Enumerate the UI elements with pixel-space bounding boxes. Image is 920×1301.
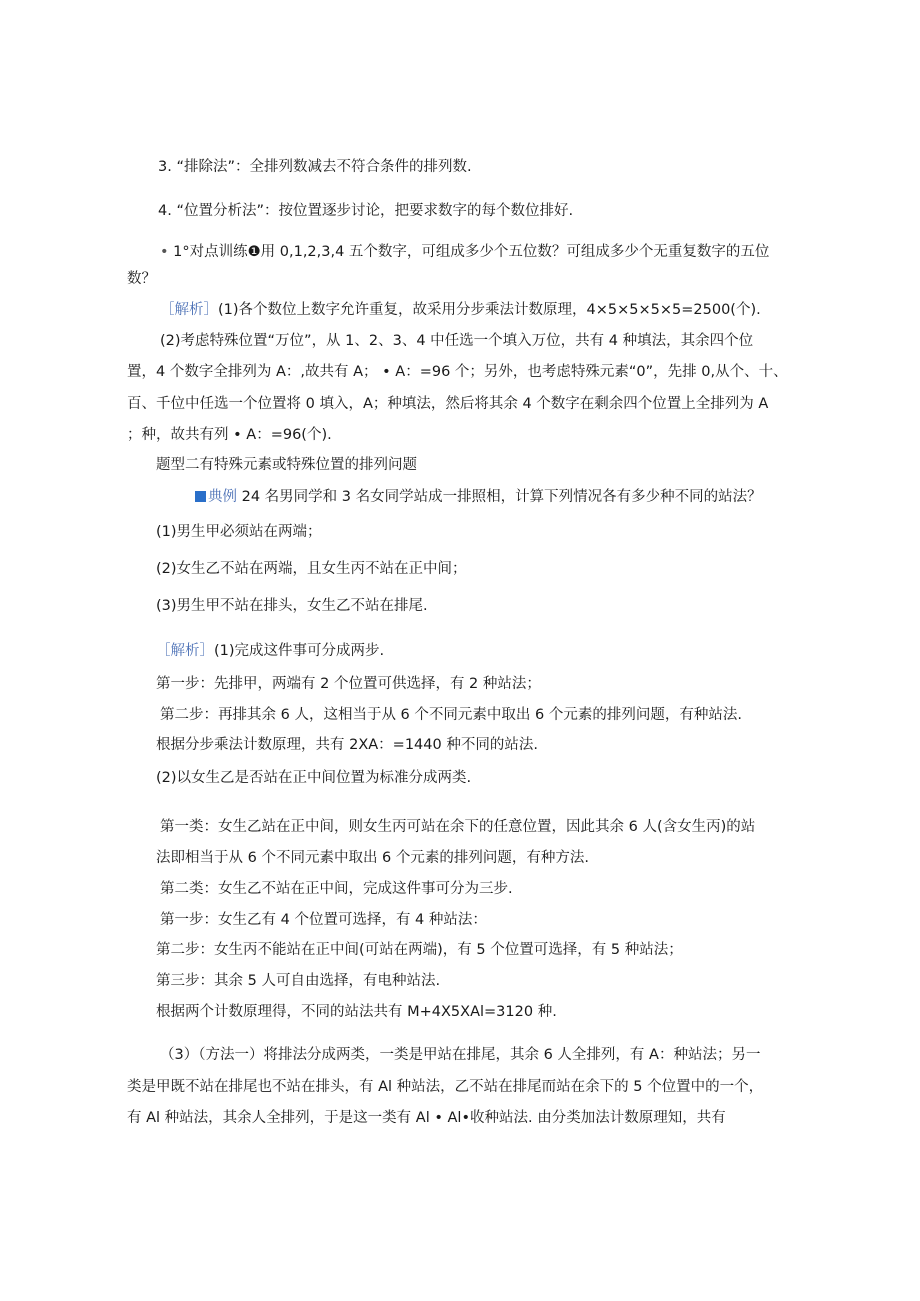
line-17: 第二步：再排其余 6 人，这相当于从 6 个不同元素中取出 6 个元素的排列问题，有种站法. (160, 707, 742, 723)
line-4: 数？ (127, 271, 156, 287)
line-14: (3)男生甲不站在排头，女生乙不站在排尾. (156, 598, 428, 614)
line-8: 百、千位中任选一个位置将 0 填入，A；种填法，然后将其余 4 个数字在剩余四个位置上全排列为 A (127, 396, 769, 412)
line-2: 4. “位置分析法”：按位置逐步讨论，把要求数字的每个数位排好. (158, 203, 574, 219)
line-19: (2)以女生乙是否站在正中间位置为标准分成两类. (156, 770, 472, 786)
line-18: 根据分步乘法计数原理，共有 2XA：=1440 种不同的站法. (156, 737, 538, 753)
line-22: 第二类：女生乙不站在正中间，完成这件事可分为三步. (160, 881, 513, 897)
line-12: (1)男生甲必须站在两端； (156, 524, 322, 540)
line-21: 法即相当于从 6 个不同元素中取出 6 个元素的排列问题，有种方法. (156, 850, 589, 866)
line-11 (195, 487, 762, 507)
line-15-text: (1)完成这件事可分成两步. (214, 643, 385, 659)
line-29: 有 Al 种站法，其余人全排列，于是这一类有 Al • Al•收种站法. 由分类加法计数原理知，共有 (127, 1110, 726, 1126)
section-title: 题型二有特殊元素或特殊位置的排列问题 (156, 457, 417, 473)
line-16: 第一步：先排甲，两端有 2 个位置可供选择，有 2 种站法； (156, 676, 541, 692)
line-27: （3）（方法一）将排法分成两类，一类是甲站在排尾，其余 6 人全排列，有 A：种站法；另一 (160, 1047, 761, 1063)
line-15 (156, 641, 384, 661)
line-11-text: 24 名男同学和 3 名女同学站成一排照相，计算下列情况各有多少种不同的站法？ (241, 489, 762, 505)
line-6: (2)考虑特殊位置“万位”，从 1、2、3、4 中任选一个填入万位，共有 4 种填法，其余四个位 (160, 333, 754, 349)
line-3 (160, 242, 769, 262)
line-9: ；种，故共有列 • A：=96(个). (127, 427, 332, 443)
line-26: 根据两个计数原理得，不同的站法共有 M+4X5XAl=3120 种. (156, 1004, 557, 1020)
example-tag: 典例 (208, 489, 237, 505)
line-5 (160, 300, 761, 320)
line-7: 置，4 个数字全排列为 A：,故共有 A； • A：=96 个；另外，也考虑特殊元素“0”，先排 0,从个、十、 (127, 364, 788, 380)
line-23: 第一步：女生乙有 4 个位置可选择，有 4 种站法： (160, 912, 487, 928)
line-5-text: (1)各个数位上数字允许重复，故采用分步乘法计数原理，4×5×5×5×5=2500(个). (218, 302, 761, 318)
bullet: • (160, 244, 169, 260)
line-1: 3. “排除法”：全排列数减去不符合条件的排列数. (158, 159, 472, 175)
line-3-text: 1°对点训练❶用 0,1,2,3,4 五个数字，可组成多少个五位数？可组成多少个无重复数字的五位 (173, 244, 770, 260)
square-icon (195, 491, 206, 502)
line-24: 第二步：女生丙不能站在正中间(可站在两端)，有 5 个位置可选择，有 5 种站法； (156, 942, 683, 958)
line-20: 第一类：女生乙站在正中间，则女生丙可站在余下的任意位置，因此其余 6 人(含女生丙)的站 (160, 819, 756, 835)
line-25: 第三步：其余 5 人可自由选择，有电种站法. (156, 973, 441, 989)
analysis-tag-2: ［解析］ (156, 643, 214, 659)
line-13: (2)女生乙不站在两端，且女生丙不站在正中间； (156, 561, 467, 577)
analysis-tag: ［解析］ (160, 302, 218, 318)
line-28: 类是甲既不站在排尾也不站在排头，有 Al 种站法，乙不站在排尾而站在余下的 5 个位置中的一个， (127, 1079, 764, 1095)
